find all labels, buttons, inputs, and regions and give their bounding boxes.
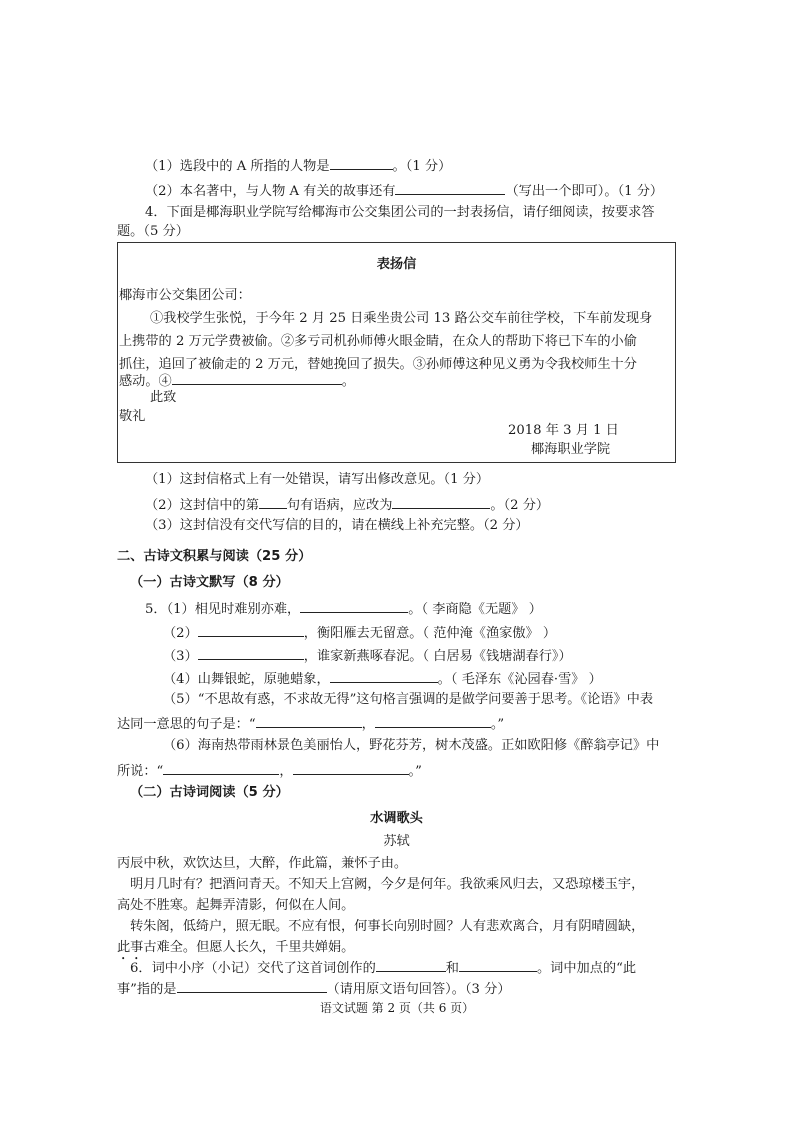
q4-sub2	[145, 494, 549, 515]
q6-line2-text: 事”指的是	[117, 982, 177, 997]
answer-blank[interactable]	[198, 622, 304, 637]
q5-6-line2	[117, 760, 422, 781]
q5-6-line1: （6）海南热带雨林景色美丽怡人，野花芬芳，树木茂盛。正如欧阳修《醉翁亭记》中	[163, 738, 660, 753]
letter-body-line2: 上携带的 2 万元学费被偷。②多亏司机孙师傅火眼金睛，在众人的帮助下将已下车的小偷	[119, 334, 637, 349]
q6-line2	[117, 978, 511, 999]
answer-blank[interactable]	[392, 494, 490, 509]
q4-sub1: （1）这封信格式上有一处错误，请写出修改意见。（1 分）	[145, 472, 490, 487]
q6-line1-text: 6．词中小序（小记）交代了这首词创作的	[130, 961, 376, 976]
q5-2	[163, 622, 556, 643]
answer-blank[interactable]	[330, 155, 393, 170]
q-prev-sub1	[145, 155, 451, 176]
q4-sub2-text2: 句有语病，应改为	[286, 498, 393, 513]
page-footer: 语文试题 第 2 页（共 6 页）	[319, 1001, 475, 1015]
q5-4-text: （4）山舞银蛇，原驰蜡象，	[163, 672, 330, 687]
letter-body-line4	[119, 370, 355, 391]
q5-3	[163, 645, 572, 666]
letter-date: 2018 年 3 月 1 日	[508, 423, 619, 438]
letter-body-line3: 抓住，追回了被偷走的 2 万元，替她挽回了损失。③孙师傅这种见义勇为令我校师生十分	[119, 357, 637, 372]
poem-title: 水调歌头	[370, 811, 423, 826]
q4-sub2-score: 。（2 分）	[490, 498, 550, 513]
q5-5-line1: （5）“不思故有惑，不求故无得”这句格言强调的是做学问要善于思考。《论语》中表	[163, 692, 654, 707]
letter-salutation: 椰海市公交集团公司：	[119, 288, 251, 303]
q5-2-text: ，衡阳雁去无留意。（ 范仲淹《渔家傲》 ）	[303, 626, 557, 641]
answer-blank[interactable]	[163, 760, 279, 775]
q-prev-sub1-score: 。（1 分）	[392, 159, 452, 174]
q5-3-text: ，谁家新燕啄春泥。（ 白居易《钱塘湖春行》）	[303, 649, 572, 664]
answer-blank[interactable]	[172, 370, 342, 385]
q5-5-line2	[117, 713, 504, 734]
answer-blank[interactable]	[459, 957, 537, 972]
answer-blank[interactable]	[330, 668, 438, 683]
answer-blank[interactable]	[198, 645, 304, 660]
q-prev-sub2	[145, 180, 663, 201]
q5-3-num: （3）	[163, 649, 198, 664]
letter-closing-1: 此致	[150, 390, 177, 405]
q5-2-num: （2）	[163, 626, 198, 641]
q6-line1-end: 。词中加点的“此	[536, 961, 637, 976]
poem-preface: 丙辰中秋，欢饮达旦，大醉，作此篇，兼怀子由。	[117, 856, 408, 871]
part1-heading: （一）古诗文默写（8 分）	[130, 575, 289, 590]
letter-title: 表扬信	[376, 257, 417, 272]
emphasized-phrase: 此事	[117, 940, 144, 955]
q5-6-line2-text: 所说：“	[117, 764, 164, 779]
part2-heading: （二）古诗词阅读（5 分）	[130, 785, 289, 800]
q5-4-source: 。（ 毛泽东《沁园春·雪》 ）	[437, 672, 602, 687]
q-prev-sub1-text: （1）选段中的 A 所指的人物是	[145, 159, 330, 174]
q5-5-line2-text: 达同一意思的句子是：“	[117, 717, 256, 732]
q6-line1	[130, 957, 636, 978]
poem-line4-text: 古难全。但愿人长久，千里共婵娟。	[143, 940, 355, 955]
q4-intro-line2: 题。（5 分）	[117, 224, 189, 239]
letter-body-line4-end: 。	[341, 374, 355, 389]
letter-body-line4-text: 感动。④	[119, 374, 172, 389]
letter-signature: 椰海职业学院	[531, 442, 611, 457]
q-prev-sub2-score: （写出一个即可）。（1 分）	[505, 184, 664, 199]
q5-1-source: 。（ 李商隐《无题》 ）	[408, 602, 542, 617]
q4-intro-line1: 4．下面是椰海职业学院写给椰海市公交集团公司的一封表扬信，请仔细阅读，按要求答	[145, 205, 655, 220]
q-prev-sub2-text: （2）本名著中，与人物 A 有关的故事还有	[145, 184, 396, 199]
poem-author: 苏轼	[383, 834, 410, 849]
q5-5-comma: ，	[361, 717, 375, 732]
answer-blank[interactable]	[300, 598, 408, 613]
poem-line2: 高处不胜寒。起舞弄清影，何似在人间。	[117, 898, 355, 913]
q5-4	[163, 668, 602, 689]
answer-blank[interactable]	[375, 713, 491, 728]
answer-blank[interactable]	[293, 760, 409, 775]
q5-6-comma: ，	[279, 764, 293, 779]
section2-heading: 二、古诗文积累与阅读（25 分）	[117, 549, 312, 564]
q6-line1-and: 和	[445, 961, 459, 976]
q5-1	[145, 598, 542, 619]
answer-blank[interactable]	[259, 494, 287, 509]
q4-sub3: （3）这封信没有交代写信的目的，请在横线上补充完整。（2 分）	[145, 518, 529, 533]
letter-closing-2: 敬礼	[119, 409, 146, 424]
q5-5-end: 。”	[490, 717, 505, 732]
q6-line2-hint: （请用原文语句回答）。（3 分）	[326, 982, 511, 997]
q5-6-end: 。”	[408, 764, 422, 779]
poem-line1: 明月几时有？把酒问青天。不知天上宫阙，今夕是何年。我欲乘风归去，又恐琼楼玉宇，	[130, 877, 645, 892]
answer-blank[interactable]	[177, 978, 327, 993]
q5-1-text: 5．（1）相见时难别亦难，	[145, 602, 301, 617]
answer-blank[interactable]	[256, 713, 362, 728]
answer-blank[interactable]	[376, 957, 446, 972]
answer-blank[interactable]	[395, 180, 505, 195]
q4-sub2-text: （2）这封信中的第	[145, 498, 259, 513]
letter-body-line1: ①我校学生张悦，于今年 2 月 25 日乘坐贵公司 13 路公交车前往学校，下车前发现身	[150, 311, 653, 326]
poem-line3: 转朱阁，低绮户，照无眠。不应有恨，何事长向别时圆？人有悲欢离合，月有阴晴圆缺，	[130, 919, 645, 934]
